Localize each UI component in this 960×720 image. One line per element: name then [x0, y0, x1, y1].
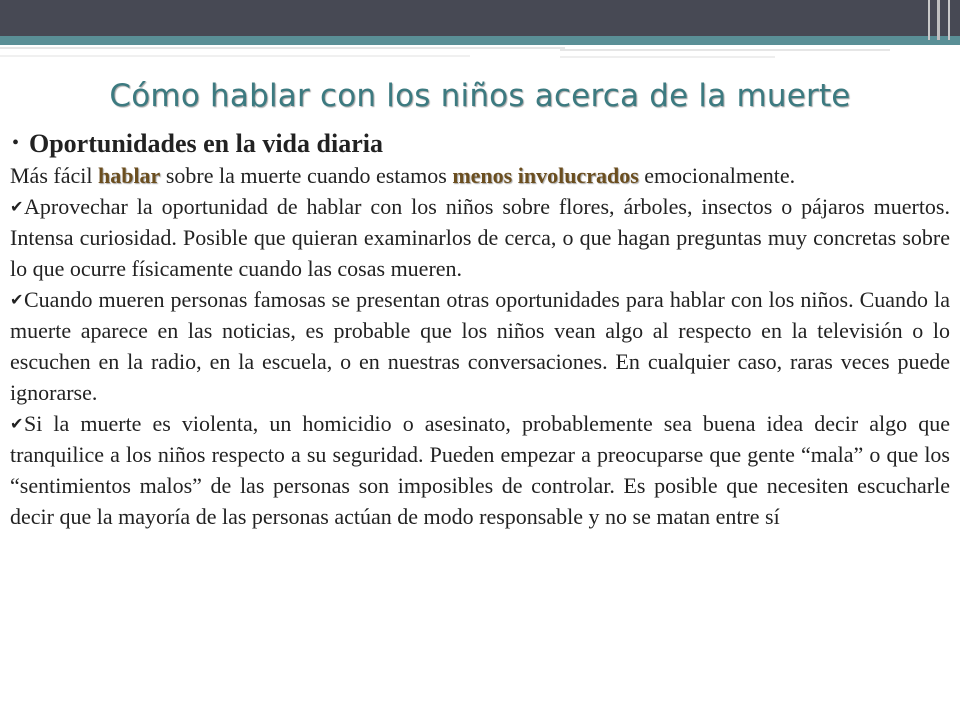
decorative-line	[0, 55, 470, 57]
list-item	[10, 191, 950, 284]
list-item	[10, 284, 950, 408]
list-item-text: Cuando mueren personas famosas se presentan otras oportunidades para hablar con los niños. Cuando la muerte aparece en las noticias, es probable que los niños vean algo al respecto en la televisión o lo escuchen en la radio, en la escuela, o en nuestras conversaciones. En cualquier caso, raras veces puede ignorarse.	[10, 287, 950, 405]
decorative-line	[560, 49, 890, 51]
slide-content	[10, 128, 950, 532]
slide-title: Cómo hablar con los niños acerca de la muerte	[109, 78, 851, 114]
decorative-line	[560, 56, 775, 58]
bullet-icon: •	[12, 132, 20, 154]
bullet-heading-text: Oportunidades en la vida diaria	[29, 129, 383, 158]
checkmark-icon: ✔	[10, 290, 24, 309]
checkmark-icon: ✔	[10, 197, 24, 216]
intro-paragraph	[10, 160, 950, 191]
intro-text: Más fácil	[10, 163, 98, 188]
header-band	[0, 0, 960, 36]
list-item	[10, 408, 950, 532]
list-item-text: Si la muerte es violenta, un homicidio o asesinato, probablemente sea buena idea decir algo que tranquilice a los niños respecto a su seguridad. Pueden empezar a preocuparse que gente “mala” o que los “sentimientos malos” de las personas son imposibles de controlar. Es posible que necesiten escucharle decir que la mayoría de las personas actúan de modo responsable y no se matan entre sí	[10, 411, 950, 529]
accent-band	[0, 36, 960, 45]
bullet-heading	[10, 128, 950, 160]
checkmark-icon: ✔	[10, 414, 24, 433]
highlight-menos-involucrados: menos involucrados	[452, 163, 639, 188]
intro-text: emocionalmente.	[638, 163, 796, 188]
list-item-text: Aprovechar la oportunidad de hablar con los niños sobre flores, árboles, insectos o pájaros muertos. Intensa curiosidad. Posible que quieran examinarlos de cerca, o que hagan preguntas muy concretas sobre lo que ocurre físicamente cuando las cosas mueren.	[10, 194, 950, 281]
decorative-line	[0, 47, 565, 49]
highlight-hablar: hablar	[97, 163, 161, 188]
intro-text: sobre la muerte cuando estamos	[160, 163, 453, 188]
